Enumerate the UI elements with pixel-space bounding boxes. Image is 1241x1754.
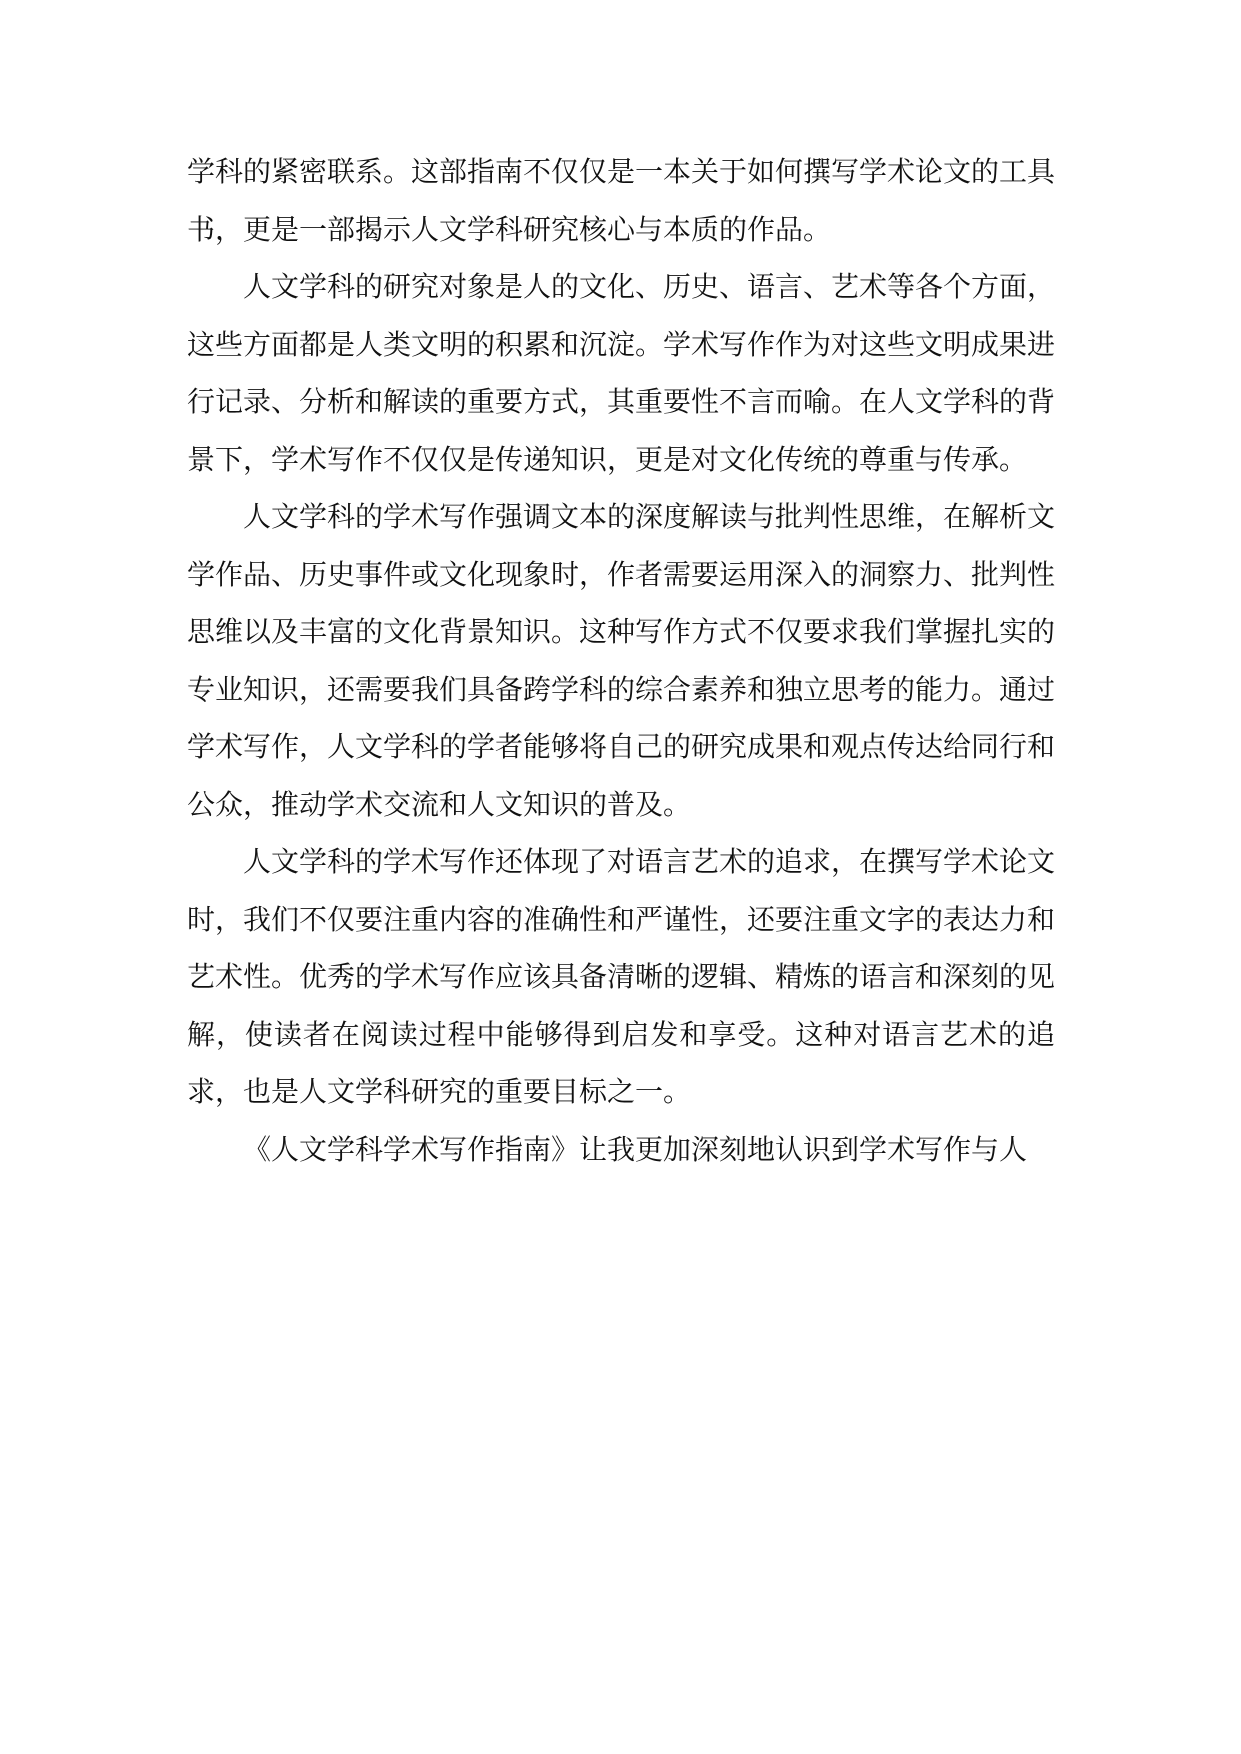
paragraph-continued: 学科的紧密联系。这部指南不仅仅是一本关于如何撰写学术论文的工具书，更是一部揭示人文学科研究核心与本质的作品。	[187, 155, 1056, 246]
paragraph: 《人文学科学术写作指南》让我更加深刻地认识到学术写作与人	[243, 1132, 1028, 1166]
paragraph: 人文学科的学术写作强调文本的深度解读与批判性思维，在解析文学作品、历史事件或文化现象时，作者需要运用深入的洞察力、批判性思维以及丰富的文化背景知识。这种写作方式不仅要求我们掌握扎实的专业知识，还需要我们具备跨学科的综合素养和独立思考的能力。通过学术写作，人文学科的学者能够将自己的研究成果和观点传达给同行和公众，推动学术交流和人文知识的普及。	[187, 500, 1056, 821]
paragraph: 人文学科的学术写作还体现了对语言艺术的追求，在撰写学术论文时，我们不仅要注重内容的准确性和严谨性，还要注重文字的表达力和艺术性。优秀的学术写作应该具备清晰的逻辑、精炼的语言和深刻的见解，使读者在阅读过程中能够得到启发和享受。这种对语言艺术的追求，也是人文学科研究的重要目标之一。	[187, 845, 1056, 1108]
document-body	[187, 143, 1055, 1178]
paragraph: 人文学科的研究对象是人的文化、历史、语言、艺术等各个方面，这些方面都是人类文明的积累和沉淀。学术写作作为对这些文明成果进行记录、分析和解读的重要方式，其重要性不言而喻。在人文学科的背景下，学术写作不仅仅是传递知识，更是对文化传统的尊重与传承。	[187, 270, 1056, 476]
